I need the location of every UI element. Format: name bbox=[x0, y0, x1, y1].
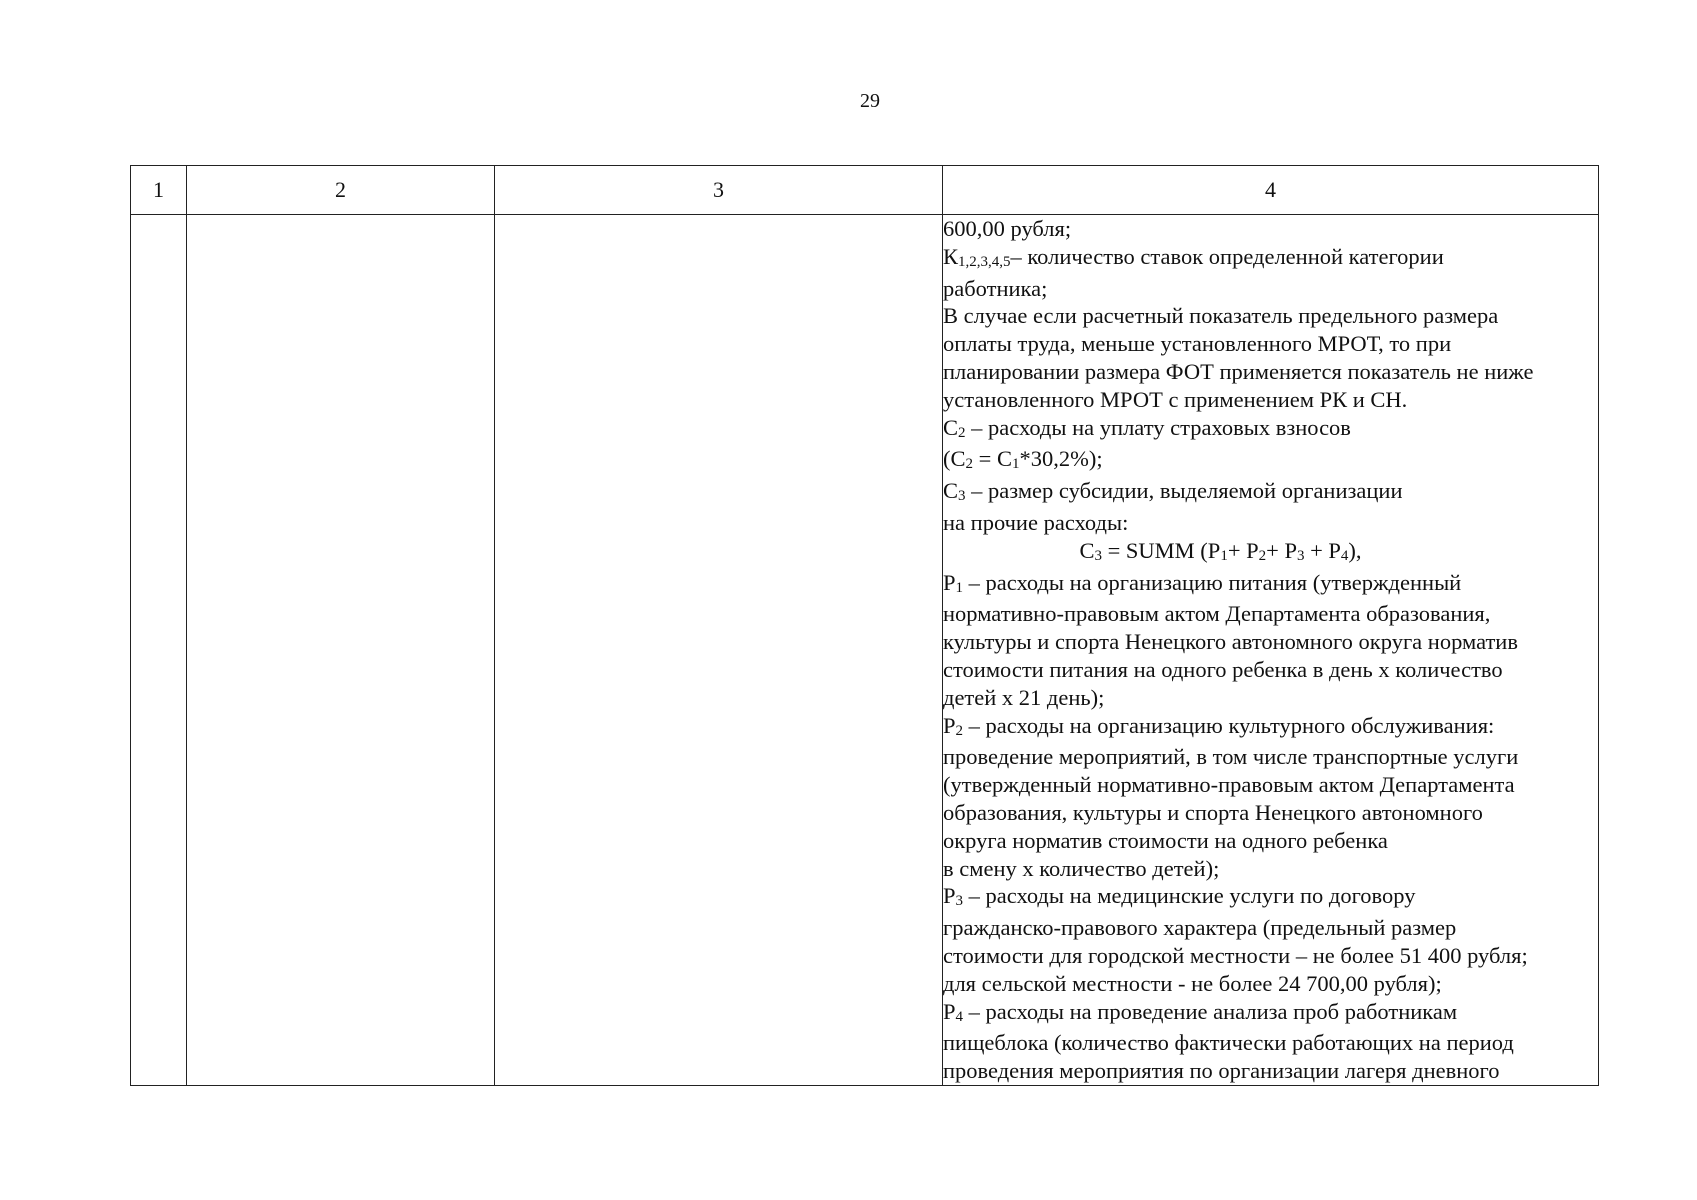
text-line: округа норматив стоимости на одного ребенка bbox=[943, 827, 1388, 853]
cell-col-1 bbox=[131, 215, 187, 1086]
text-line: оплаты труда, меньше установленного МРОТ, то при bbox=[943, 331, 1452, 357]
text-line: детей х 21 день); bbox=[943, 684, 1105, 710]
text-line: на прочие расходы: bbox=[943, 509, 1129, 535]
header-col-3: 3 bbox=[495, 166, 943, 215]
text-line: работника; bbox=[943, 275, 1048, 301]
text-line: (утвержденный нормативно-правовым актом Департамента bbox=[943, 772, 1515, 798]
page-number: 29 bbox=[860, 90, 880, 112]
cell-col-3 bbox=[495, 215, 943, 1086]
text-line: культуры и спорта Ненецкого автономного округа норматив bbox=[943, 629, 1518, 655]
document-table bbox=[130, 165, 1599, 1086]
text-line: нормативно-правовым актом Департамента образования, bbox=[943, 601, 1491, 627]
text-line: пищеблока (количество фактически работающих на период bbox=[943, 1030, 1514, 1056]
text-line: $(С_2 = С_1*30,2\%)$; bbox=[943, 446, 1103, 473]
text-line: гражданско-правового характера (предельный размер bbox=[943, 915, 1457, 941]
header-row bbox=[131, 166, 1599, 215]
text-line: для сельской местности - не более 24 700,00 рубля); bbox=[943, 970, 1442, 996]
header-col-1: 1 bbox=[131, 166, 187, 215]
text-line: установленного МРОТ с применением РК и СН. bbox=[943, 386, 1408, 412]
text-line: образования, культуры и спорта Ненецкого автономного bbox=[943, 799, 1483, 825]
text-line: в смену х количество детей); bbox=[943, 855, 1220, 881]
formula-line: $С_3$ = SUMM $(Р_1+ Р_2+ Р_3 + Р_4)$, bbox=[1079, 537, 1362, 564]
text-line: проведение мероприятий, в том числе транспортные услуги bbox=[943, 744, 1519, 770]
text-line: $Р_4$ – расходы на проведение анализа проб работникам bbox=[943, 998, 1458, 1025]
text-line: стоимости питания на одного ребенка в день х количество bbox=[943, 656, 1503, 682]
table-row bbox=[131, 215, 1599, 1086]
text-line: $Р_3$ – расходы на медицинские услуги по договору bbox=[943, 883, 1416, 910]
text-line: $Р_1$ – расходы на организацию питания (утвержденный bbox=[943, 569, 1462, 596]
cell-col-4 bbox=[943, 215, 1599, 1086]
text-line: планировании размера ФОТ применяется показатель не ниже bbox=[943, 358, 1534, 384]
text-line: стоимости для городской местности – не более 51 400 рубля; bbox=[943, 942, 1528, 968]
text-line: $С_3$ – размер субсидии, выделяемой организации bbox=[943, 478, 1403, 505]
text-line: $Р_2$ – расходы на организацию культурного обслуживания: bbox=[943, 712, 1495, 739]
text-line: $С_2$ – расходы на уплату страховых взносов bbox=[943, 414, 1351, 441]
cell-col-2 bbox=[187, 215, 495, 1086]
header-col-2: 2 bbox=[187, 166, 495, 215]
text-line: В случае если расчетный показатель предельного размера bbox=[943, 303, 1499, 329]
header-col-4: 4 bbox=[943, 166, 1599, 215]
text-line: проведения мероприятия по организации лагеря дневного bbox=[943, 1058, 1500, 1084]
text-line: $К_{1,2,3,4,5}-$ количество ставок определенной категории bbox=[943, 243, 1444, 270]
text-line: 600,00 рубля; bbox=[943, 216, 1072, 241]
